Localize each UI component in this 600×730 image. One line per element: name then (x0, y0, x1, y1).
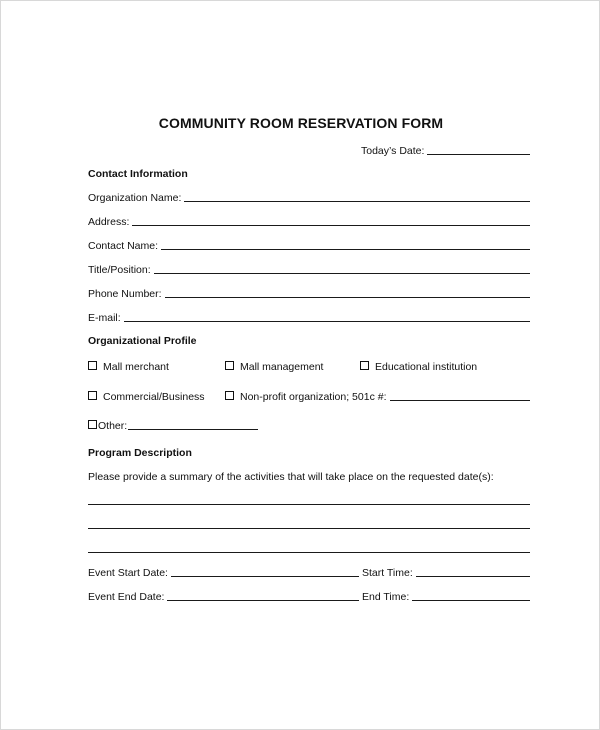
contact-name-label: Contact Name: (88, 240, 159, 252)
end-time-row (362, 590, 530, 604)
contact-name-field[interactable] (161, 249, 530, 250)
start-time-row (362, 566, 530, 580)
other-checkbox[interactable] (88, 420, 97, 429)
option-mall-merchant[interactable] (88, 360, 169, 374)
address-field[interactable] (132, 225, 530, 226)
end-time-label: End Time: (362, 591, 410, 603)
form-title: COMMUNITY ROOM RESERVATION FORM (158, 115, 444, 131)
organizational-profile-heading: Organizational Profile (88, 335, 197, 347)
title-position-field[interactable] (154, 273, 530, 274)
todays-date-field[interactable] (427, 154, 530, 155)
contact-information-heading: Contact Information (88, 168, 188, 180)
program-description-heading: Program Description (88, 447, 192, 459)
other-label: Other: (98, 420, 128, 432)
event-start-date-field[interactable] (171, 576, 359, 577)
program-description-line-3[interactable] (88, 552, 530, 553)
mall-management-label: Mall management (240, 361, 324, 373)
option-educational-institution[interactable] (360, 360, 477, 374)
start-time-field[interactable] (416, 576, 530, 577)
other-field[interactable] (128, 429, 258, 430)
event-end-date-field[interactable] (167, 600, 359, 601)
email-label: E-mail: (88, 312, 121, 324)
todays-date-row (361, 144, 530, 158)
other-option[interactable] (88, 419, 127, 433)
event-start-date-label: Event Start Date: (88, 567, 168, 579)
event-start-date-row (88, 566, 359, 580)
todays-date-label: Today’s Date: (361, 145, 425, 157)
address-label: Address: (88, 216, 130, 228)
organization-name-field[interactable] (184, 201, 530, 202)
event-end-date-row (88, 590, 359, 604)
non-profit-501c-field[interactable] (390, 400, 530, 401)
educational-institution-checkbox[interactable] (360, 361, 369, 370)
mall-management-checkbox[interactable] (225, 361, 234, 370)
option-commercial-business[interactable] (88, 390, 205, 404)
non-profit-option[interactable] (225, 390, 387, 404)
educational-institution-label: Educational institution (375, 361, 478, 373)
start-time-label: Start Time: (362, 567, 413, 579)
program-description-line-1[interactable] (88, 504, 530, 505)
mall-merchant-label: Mall merchant (103, 361, 169, 373)
mall-merchant-checkbox[interactable] (88, 361, 97, 370)
option-other (88, 419, 258, 433)
commercial-business-checkbox[interactable] (88, 391, 97, 400)
title-position-row (88, 263, 530, 277)
end-time-field[interactable] (412, 600, 530, 601)
phone-number-label: Phone Number: (88, 288, 162, 300)
option-mall-management[interactable] (225, 360, 323, 374)
title-position-label: Title/Position: (88, 264, 151, 276)
organization-name-label: Organization Name: (88, 192, 182, 204)
contact-name-row (88, 239, 530, 253)
program-description-prompt: Please provide a summary of the activities that will take place on the requested date(s): (88, 471, 494, 483)
phone-number-field[interactable] (165, 297, 530, 298)
program-description-line-2[interactable] (88, 528, 530, 529)
organization-name-row (88, 191, 530, 205)
commercial-business-label: Commercial/Business (103, 391, 205, 403)
phone-number-row (88, 287, 530, 301)
non-profit-label: Non-profit organization; 501c #: (240, 391, 387, 403)
event-end-date-label: Event End Date: (88, 591, 165, 603)
address-row (88, 215, 530, 229)
email-row (88, 311, 530, 325)
email-field[interactable] (124, 321, 530, 322)
non-profit-checkbox[interactable] (225, 391, 234, 400)
option-non-profit (225, 390, 530, 404)
